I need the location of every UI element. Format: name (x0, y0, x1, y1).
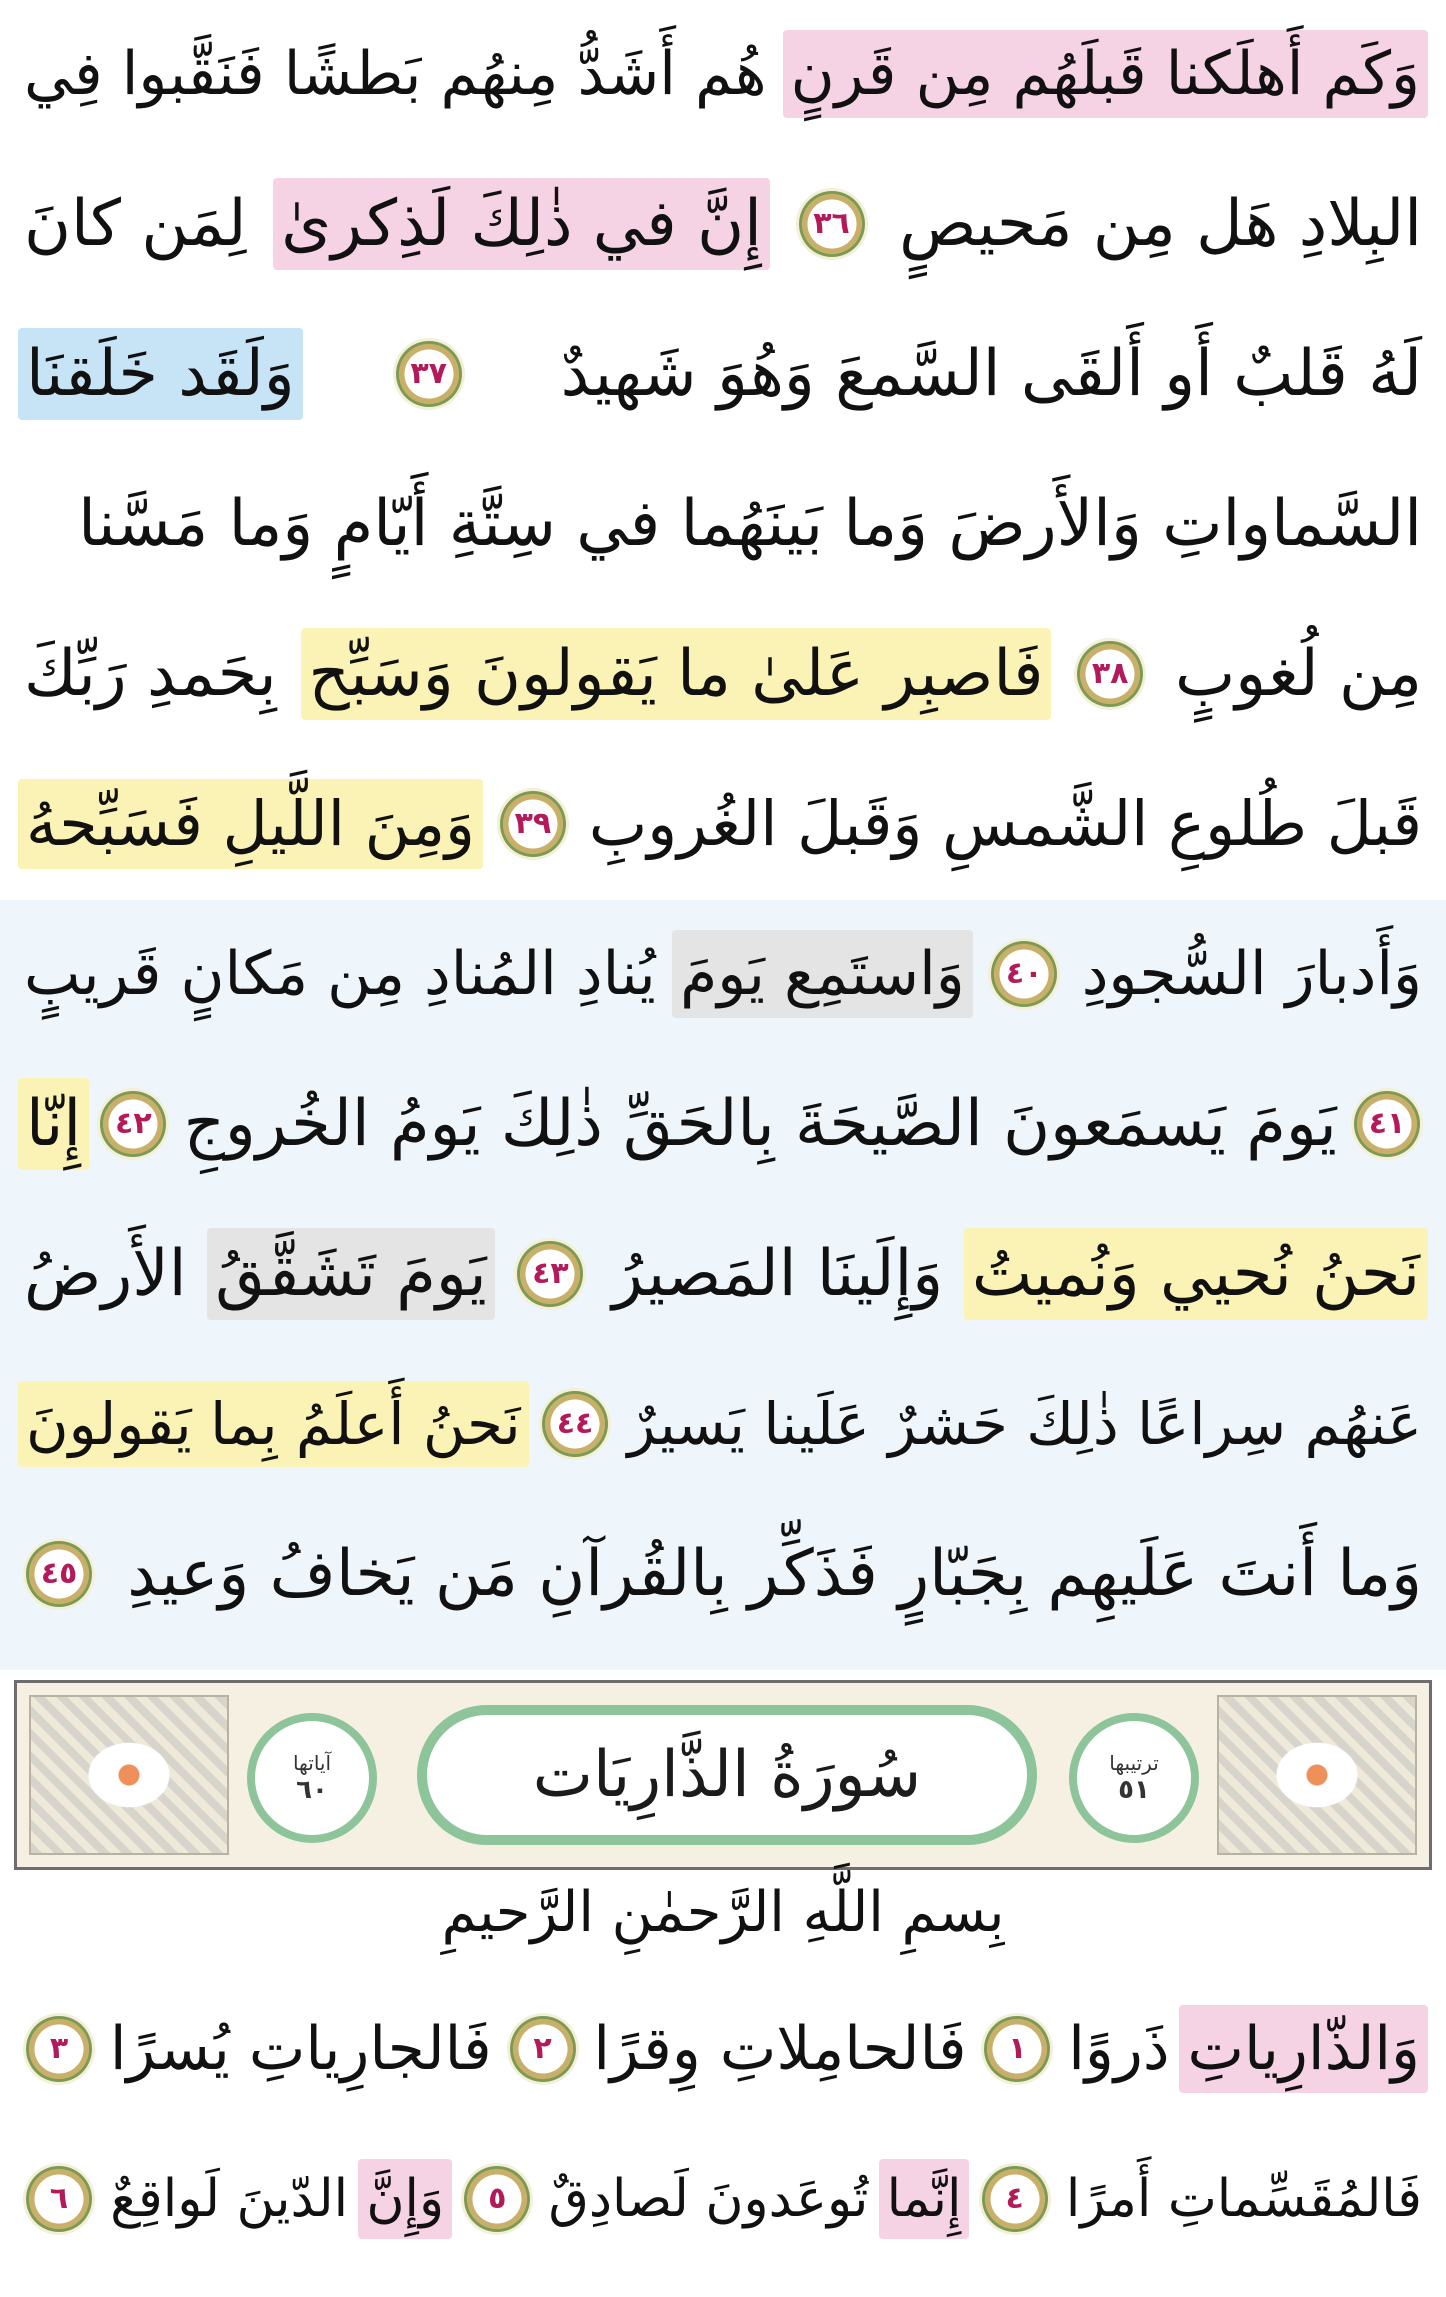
surah-name: سُورَةُ الذَّارِيَات (532, 1738, 922, 1812)
ayah-marker: ٦ (26, 2166, 92, 2232)
surah-verses-label: آياتها (292, 1751, 332, 1775)
ayah-marker: ٢ (510, 2016, 576, 2082)
verse-segment: هُم أَشَدُّ مِنهُم بَطشًا فَنَقَّبوا فِي (24, 39, 767, 109)
ayah-marker: ٤٣ (517, 1241, 583, 1307)
verse-segment: لِمَن كانَ (24, 187, 247, 261)
verse-segment: فَالجارِياتِ يُسرًا (109, 2014, 492, 2084)
highlighted-verse-segment: فَاصبِر عَلىٰ ما يَقولونَ وَسَبِّح (301, 628, 1052, 720)
verse-segment: يُنادِ المُنادِ مِن مَكانٍ قَريبٍ (24, 939, 656, 1009)
verse-segment: فَالحامِلاتِ وِقرًا (593, 2014, 967, 2084)
verse-segment: وَإِلَينَا المَصيرُ (612, 1237, 944, 1311)
verse-line (18, 160, 1428, 288)
verse-line (18, 760, 1428, 888)
verse-line (18, 460, 1428, 588)
verse-line (18, 1510, 1428, 1638)
verse-line (18, 1360, 1428, 1488)
verse-segment: عَنهُم سِراعًا ذٰلِكَ حَشرٌ عَلَينا يَسيرٌ (627, 1390, 1422, 1458)
highlighted-verse-segment: وَلَقَد خَلَقنَا (18, 328, 303, 420)
verse-segment: وَما أَنتَ عَلَيهِم بِجَبّارٍ فَذَكِّر بِالقُرآنِ مَن يَخافُ وَعيدِ (127, 1537, 1422, 1611)
highlighted-verse-segment: وَكَم أَهلَكنا قَبلَهُم مِن قَرنٍ (783, 30, 1428, 118)
ayah-marker: ٤ (982, 2166, 1048, 2232)
verse-line (18, 2135, 1428, 2263)
surah-name-cartouche (417, 1705, 1037, 1845)
highlighted-verse-segment: وَاستَمِع يَومَ (672, 930, 973, 1018)
ayah-marker: ٣٨ (1077, 641, 1143, 707)
verse-segment: تُوعَدونَ لَصادِقٌ (548, 2169, 869, 2229)
verse-line (18, 910, 1428, 1038)
ayah-marker: ١ (984, 2016, 1050, 2082)
verse-line (18, 610, 1428, 738)
highlighted-verse-segment: إِنَّ في ذٰلِكَ لَذِكرىٰ (273, 178, 770, 270)
verse-line (18, 10, 1428, 138)
ayah-marker: ٤٥ (26, 1541, 92, 1607)
verse-segment: مِن لُغوبٍ (1174, 637, 1422, 711)
surah-order-label: ترتيبها (1109, 1751, 1159, 1775)
surah-order-value: ٥١ (1118, 1775, 1150, 1805)
ayah-marker: ٣٦ (799, 191, 865, 257)
ornament-left-icon (29, 1695, 229, 1855)
surah-header (14, 1680, 1432, 1870)
ayah-marker: ٥ (464, 2166, 530, 2232)
verse-segment: يَومَ يَسمَعونَ الصَّيحَةَ بِالحَقِّ ذٰلِكَ يَومُ الخُروجِ (183, 1087, 1337, 1161)
verse-segment: فَالمُقَسِّماتِ أَمرًا (1065, 2169, 1422, 2229)
highlighted-verse-segment: وَمِنَ اللَّيلِ فَسَبِّحهُ (18, 779, 483, 869)
verse-line (18, 1210, 1428, 1338)
verse-line (18, 1060, 1428, 1188)
highlighted-verse-segment: نَحنُ نُحيي وَنُميتُ (964, 1228, 1428, 1320)
surah-verses-value: ٦٠ (296, 1775, 328, 1805)
surah-order-medallion (1069, 1713, 1199, 1843)
surah-verses-medallion (247, 1713, 377, 1843)
verse-segment: ذَروًا (1068, 2014, 1170, 2084)
verse-segment: لَهُ قَلبٌ أَو أَلقَى السَّمعَ وَهُوَ شَهيدٌ (560, 337, 1422, 411)
ayah-marker: ٣ (26, 2016, 92, 2082)
highlighted-verse-segment: وَإِنَّ (358, 2159, 452, 2239)
highlighted-verse-segment: نَحنُ أَعلَمُ بِما يَقولونَ (18, 1381, 529, 1467)
ayah-marker: ٣٧ (396, 341, 462, 407)
verse-line (18, 310, 1428, 438)
basmala: بِسمِ اللَّهِ الرَّحمٰنِ الرَّحيمِ (441, 1880, 1005, 1945)
highlighted-verse-segment: وَالذّارِياتِ (1179, 2005, 1428, 2093)
verse-segment: السَّماواتِ وَالأَرضَ وَما بَينَهُما في سِتَّةِ أَيّامٍ وَما مَسَّنا (78, 487, 1422, 561)
highlighted-verse-segment: إِنّا (18, 1078, 89, 1170)
verse-segment: الدّينَ لَواقِعٌ (110, 2169, 349, 2229)
verse-line (18, 1985, 1428, 2113)
verse-segment: بِحَمدِ رَبِّكَ (24, 637, 277, 711)
ayah-marker: ٤٠ (991, 941, 1057, 1007)
verse-segment: الأَرضُ (24, 1237, 187, 1311)
ayah-marker: ٤٢ (100, 1091, 166, 1157)
verse-segment: البِلادِ هَل مِن مَحيصٍ (899, 187, 1422, 261)
ayah-marker: ٤١ (1354, 1091, 1420, 1157)
ayah-marker: ٣٩ (500, 791, 566, 857)
ayah-marker: ٤٤ (542, 1391, 608, 1457)
verse-segment: قَبلَ طُلوعِ الشَّمسِ وَقَبلَ الغُروبِ (588, 787, 1422, 860)
verse-segment: وَأَدبارَ السُّجودِ (1081, 939, 1422, 1009)
ornament-right-icon (1217, 1695, 1417, 1855)
highlighted-verse-segment: يَومَ تَشَقَّقُ (207, 1228, 495, 1320)
highlighted-verse-segment: إِنَّما (879, 2159, 970, 2239)
